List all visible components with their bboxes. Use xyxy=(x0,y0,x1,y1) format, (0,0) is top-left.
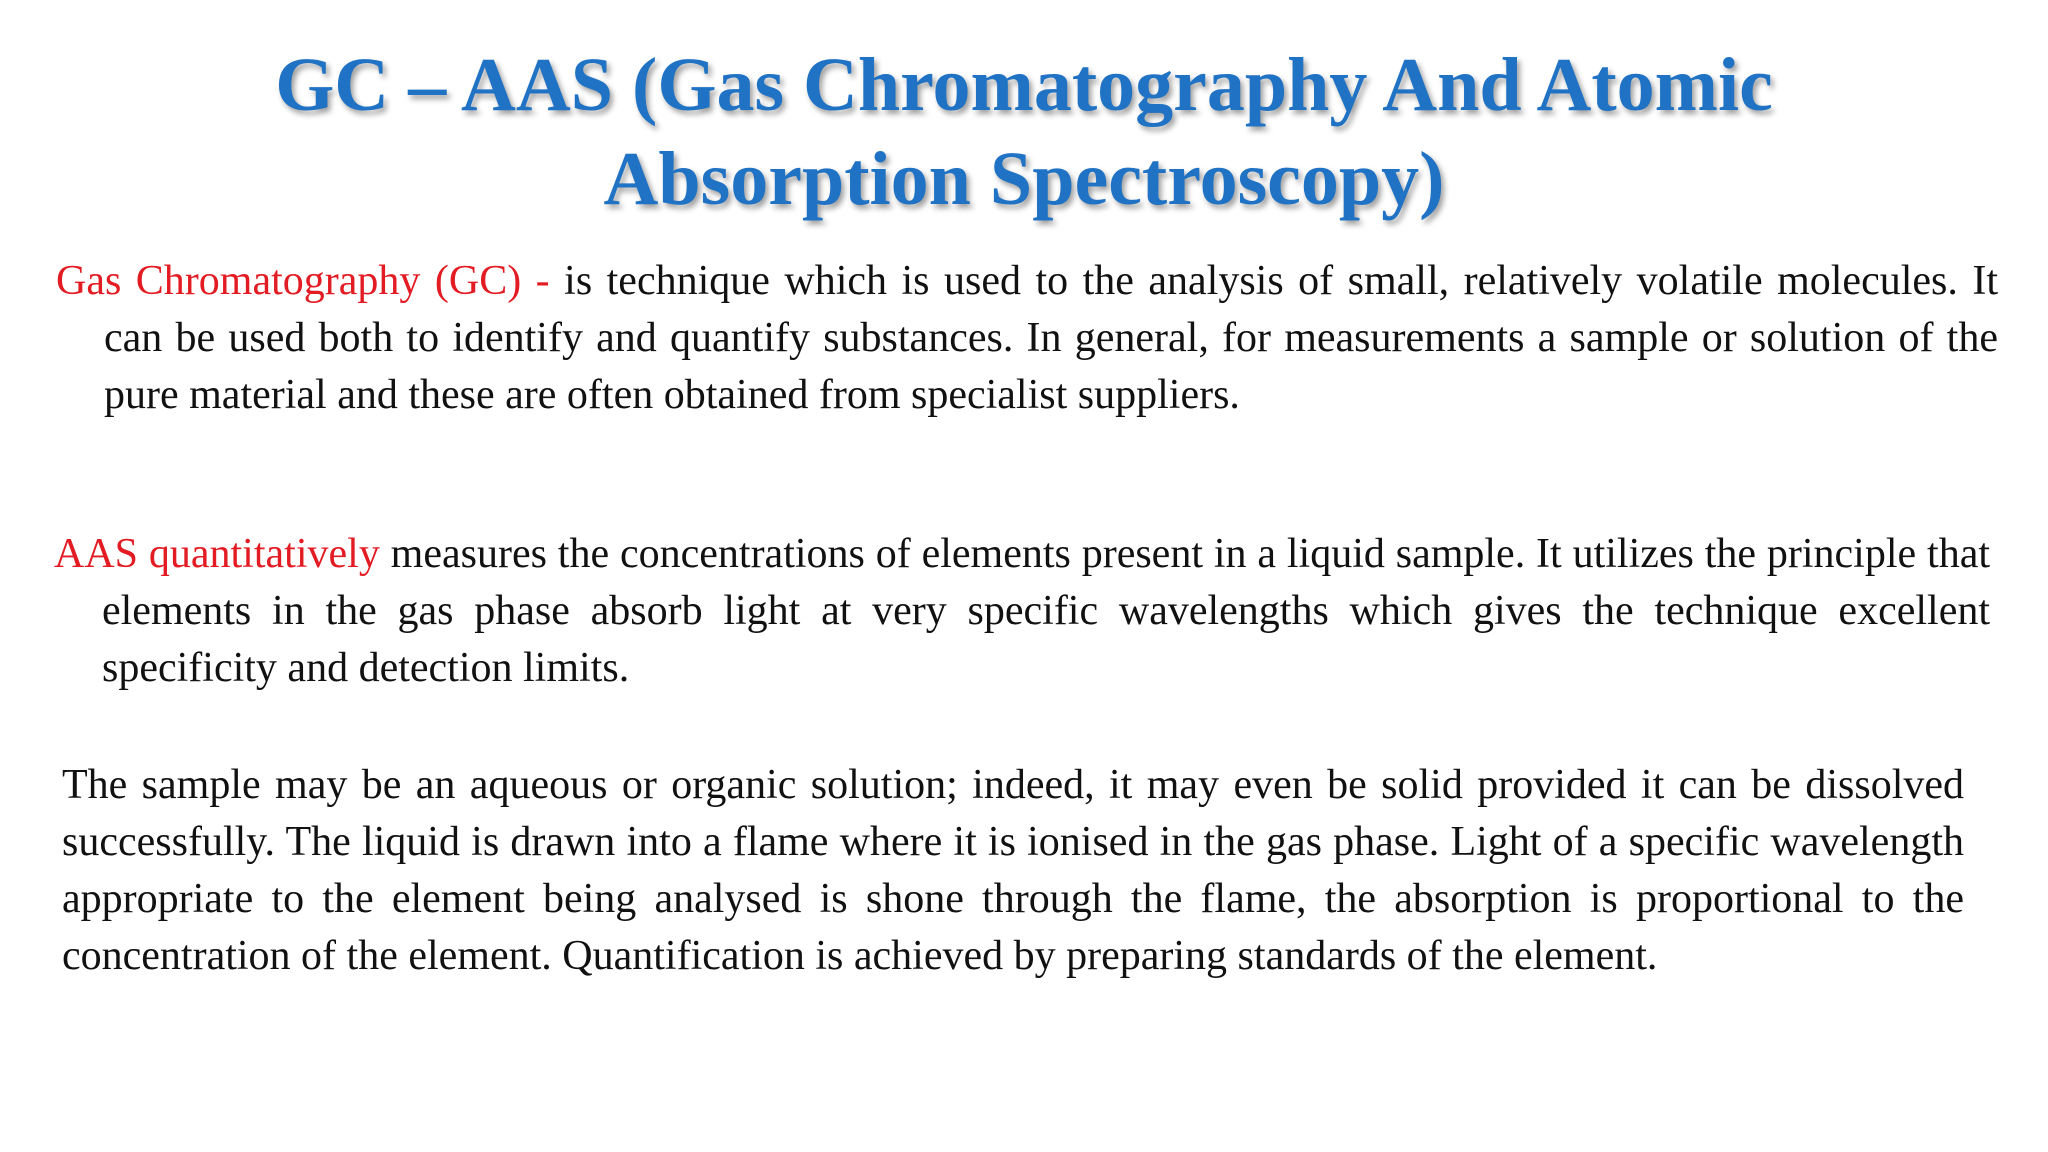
sample-paragraph xyxy=(62,757,1964,985)
slide-title-line-2: Absorption Spectroscopy) xyxy=(603,137,1445,221)
gc-paragraph xyxy=(56,253,1998,424)
slide-title-line-1: GC – AAS (Gas Chromatography And Atomic xyxy=(275,43,1773,127)
gc-description: is technique which is used to the analysis of small, relatively volatile molecules. It can be used both to identify and quantify substances. In general, for measurements a sample or solution of the pure material and these are often obtained from specialist suppliers. xyxy=(104,258,1999,418)
aas-term-highlight: AAS quantitatively xyxy=(54,531,380,577)
slide-title xyxy=(0,38,2048,226)
aas-paragraph xyxy=(54,526,1990,697)
sample-description: The sample may be an aqueous or organic solution; indeed, it may even be solid provided it can be dissolved successfully. The liquid is drawn into a flame where it is ionised in the gas phase. Light of a specific wavelength appropriate to the element being analysed is shone through the flame, the absorption is proportional to the concentration of the element. Quantification is achieved by preparing standards of the element. xyxy=(62,762,1964,979)
aas-description: measures the concentrations of elements present in a liquid sample. It utilizes the principle that elements in the gas phase absorb light at very specific wavelengths which gives the technique excellent specificity and detection limits. xyxy=(102,531,1990,691)
gc-term-highlight: Gas Chromatography (GC) - xyxy=(56,258,550,304)
